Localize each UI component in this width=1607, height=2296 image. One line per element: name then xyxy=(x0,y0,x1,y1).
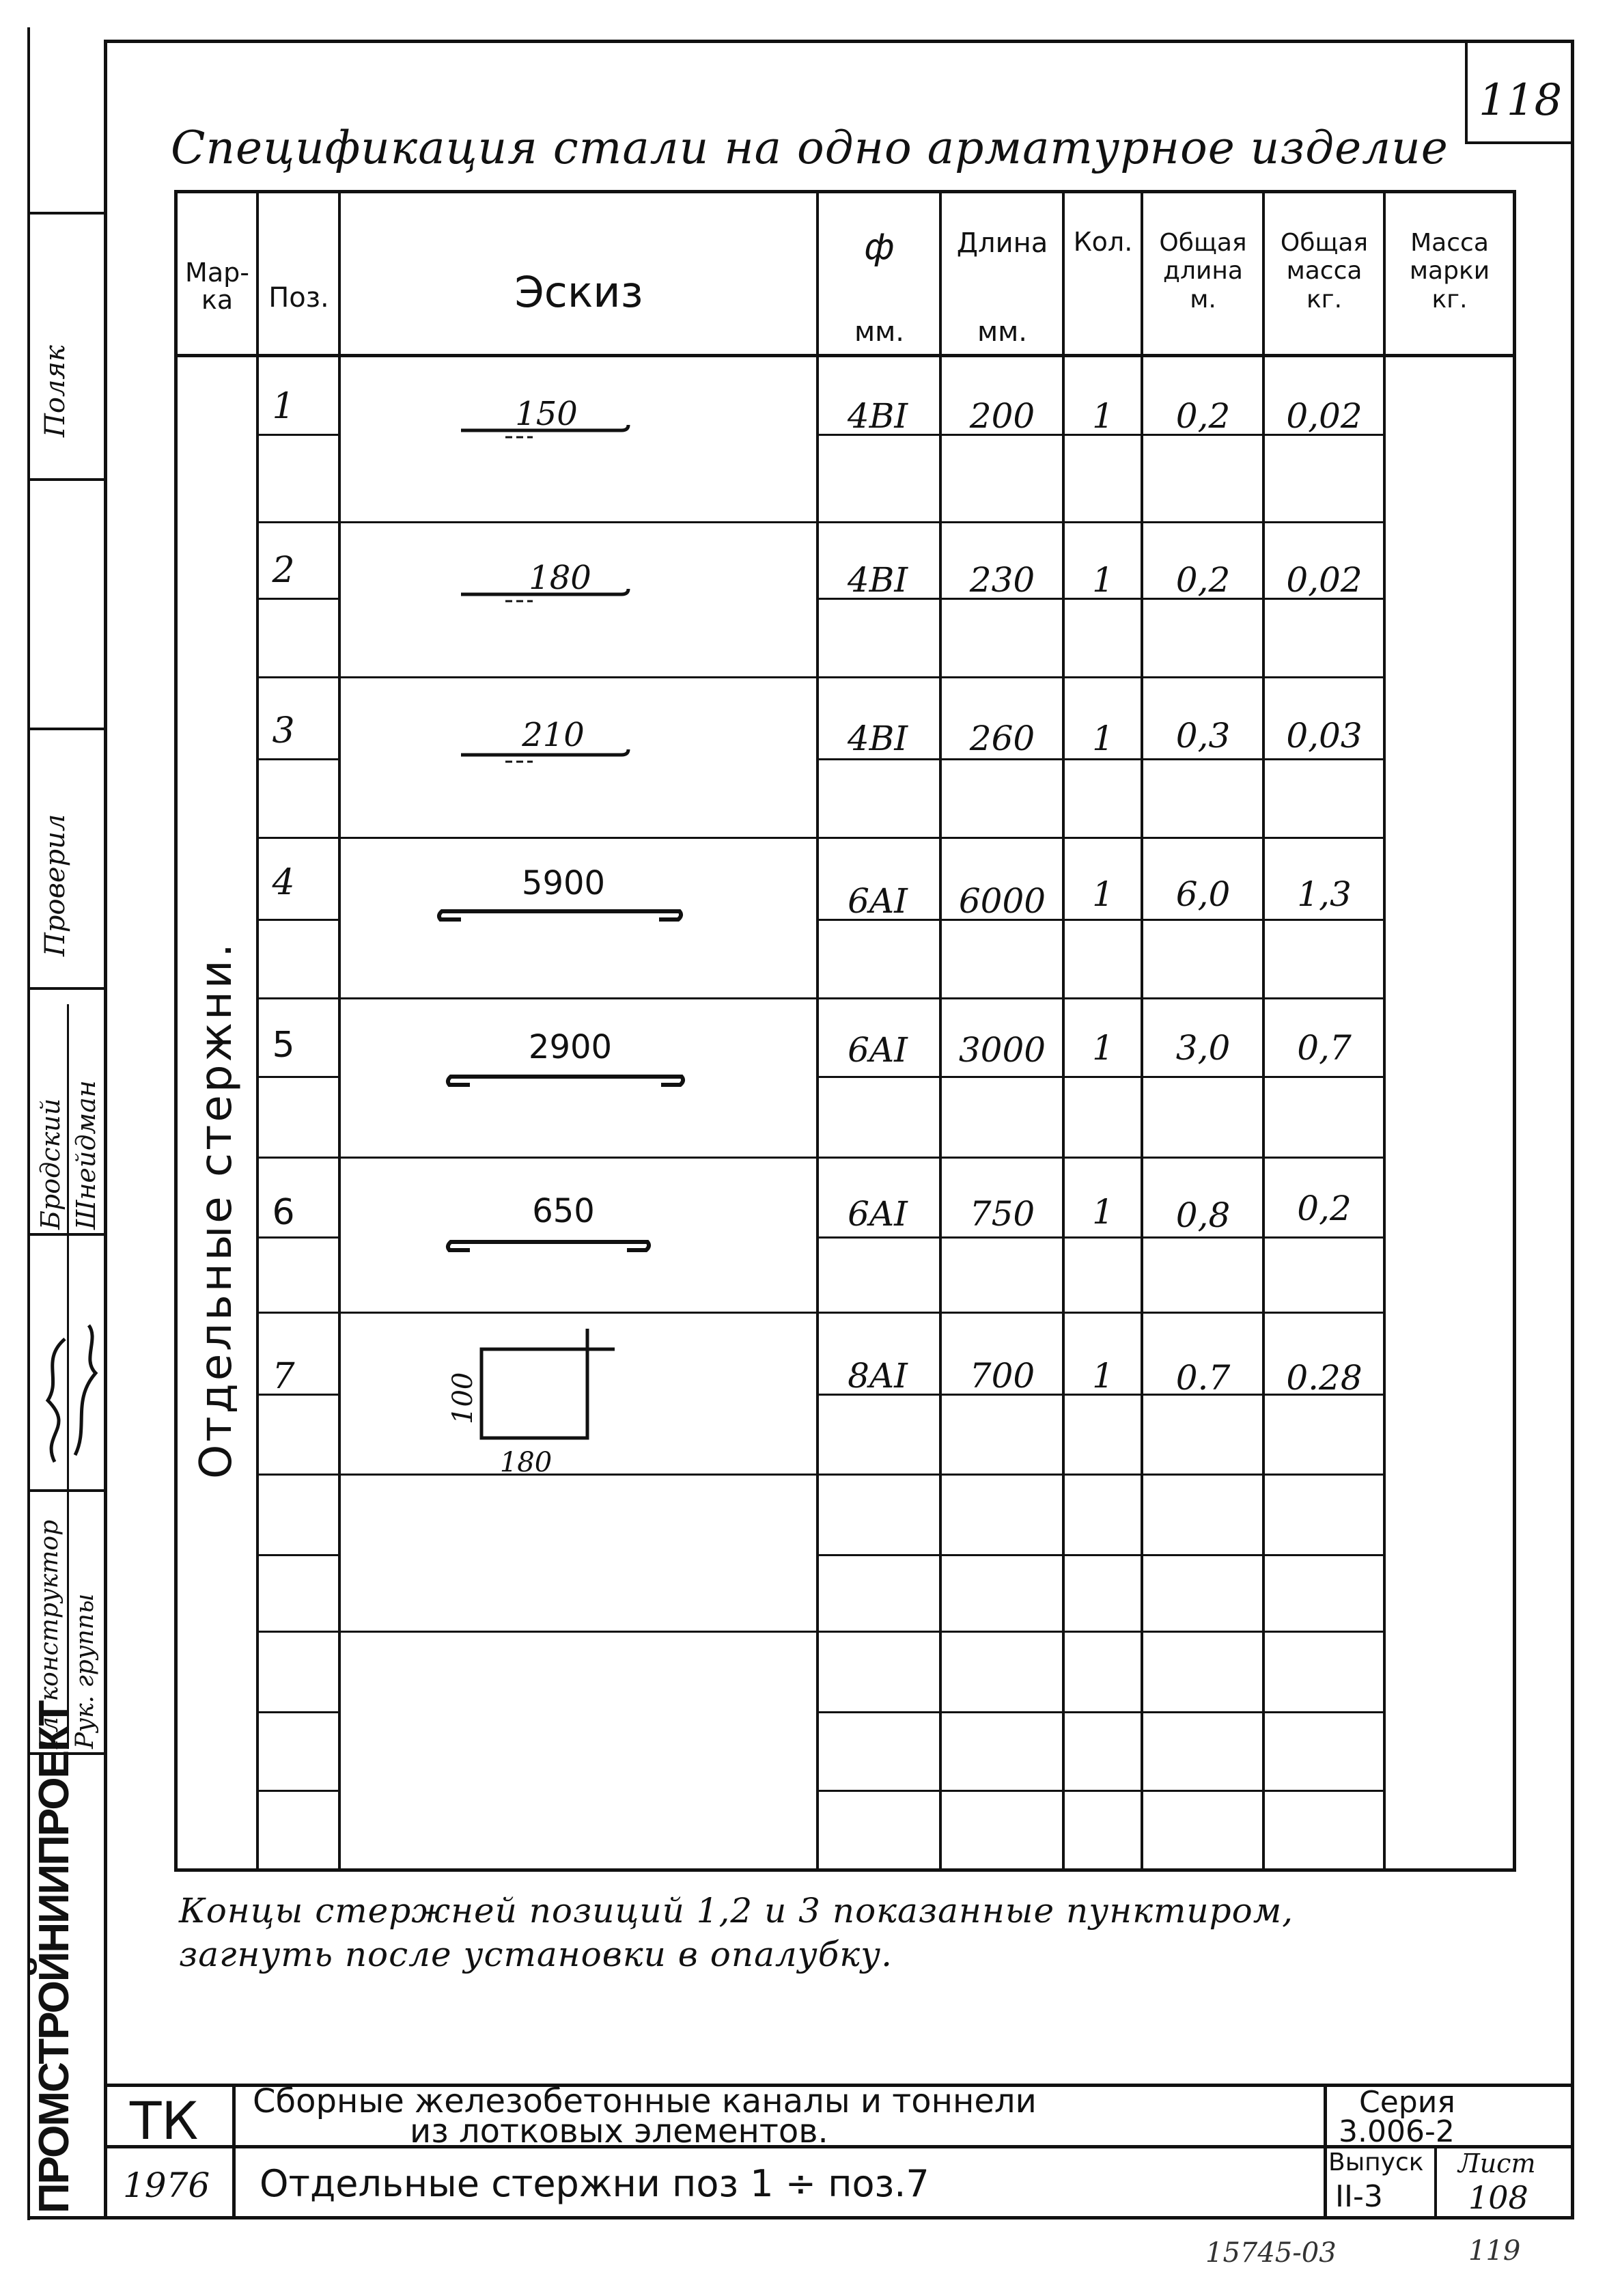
header-obsh-massa: Общая масса кг. xyxy=(1280,229,1369,314)
vypusk-label: Выпуск xyxy=(1328,2148,1424,2176)
row-minor-6b xyxy=(816,1236,1384,1239)
row-4-kol: 1 xyxy=(1092,874,1114,914)
header-dlina: Длина xyxy=(956,227,1048,259)
row-sep-4 xyxy=(256,997,1384,999)
row-1-sketch-dim: 150 xyxy=(515,395,578,433)
row-3-poz: 3 xyxy=(272,710,295,751)
row-7-obsh-massa: 0.28 xyxy=(1286,1358,1363,1398)
header-obsh-dlina: Общая длина м. xyxy=(1159,229,1247,314)
row-1-kol: 1 xyxy=(1092,396,1114,436)
side-name-shneidman: Шнейдман xyxy=(71,1080,101,1230)
row-2-obsh-dlina: 0,2 xyxy=(1175,560,1231,600)
row-2-kol: 1 xyxy=(1092,560,1114,600)
header-poz: Поз. xyxy=(268,282,329,314)
header-kol: Кол. xyxy=(1073,227,1133,257)
rod-sketch-6 xyxy=(443,1231,695,1258)
frame-bottom xyxy=(27,2216,1574,2219)
seria-label: Серия xyxy=(1359,2085,1455,2120)
row-6-phi: 6AI xyxy=(848,1194,908,1234)
stirrup-sketch-7 xyxy=(475,1329,611,1452)
frame-right xyxy=(1571,40,1574,2219)
note-line-2: загнуть после установки в опалубку. xyxy=(179,1935,893,1974)
row-minor-6a xyxy=(256,1236,339,1239)
page-number-box-bottom xyxy=(1465,141,1574,144)
rod-sketch-5 xyxy=(443,1066,695,1093)
stamp-title-line-2: из лотковых элементов. xyxy=(410,2112,828,2150)
row-3-phi: 4BI xyxy=(847,719,908,758)
row-1-phi: 4BI xyxy=(847,396,908,436)
title-block-col-1 xyxy=(232,2084,236,2217)
row-6-dlina: 750 xyxy=(969,1194,1035,1234)
side-org-name: ПРОМСТРОЙНИИПРОЕКТ xyxy=(31,1701,78,2213)
col-line-obsh-dlina xyxy=(1141,190,1143,1872)
table-border-bottom xyxy=(174,1868,1516,1872)
row-minor-2a xyxy=(256,598,339,600)
row-6-kol: 1 xyxy=(1092,1192,1114,1232)
row-4-poz: 4 xyxy=(272,862,295,903)
vypusk-value: II-3 xyxy=(1335,2179,1383,2214)
row-5-obsh-massa: 0,7 xyxy=(1297,1028,1352,1068)
rod-sketch-4 xyxy=(434,900,686,928)
col-line-obsh-massa xyxy=(1262,190,1265,1872)
footer-code: 15745-03 xyxy=(1205,2237,1337,2269)
header-separator xyxy=(174,354,1516,357)
row-minor-5b xyxy=(816,1076,1384,1078)
stamp-subtitle: Отдельные стержни поз 1 ÷ поз.7 xyxy=(260,2162,930,2205)
row-2-dlina: 230 xyxy=(969,560,1035,600)
row-7-kol: 1 xyxy=(1092,1356,1114,1396)
row-5-phi: 6AI xyxy=(848,1030,908,1070)
header-phi-unit: мм. xyxy=(854,316,905,348)
stamp-title-line-1: Сборные железобетонные каналы и тоннели xyxy=(253,2082,1037,2120)
frame-inner-left xyxy=(104,40,107,2219)
row-sep-1 xyxy=(256,521,1384,523)
row-2-obsh-massa: 0,02 xyxy=(1286,560,1363,600)
row-1-poz: 1 xyxy=(272,386,295,427)
seria-value: 3.006-2 xyxy=(1339,2114,1455,2149)
row-4-dlina: 6000 xyxy=(958,881,1046,921)
year: 1976 xyxy=(123,2166,210,2205)
row-3-kol: 1 xyxy=(1092,719,1114,758)
row-3-obsh-dlina: 0,3 xyxy=(1175,716,1231,756)
header-eskiz: Эскиз xyxy=(514,267,643,317)
row-3-obsh-massa: 0,03 xyxy=(1286,716,1363,756)
row-3-dlina: 260 xyxy=(969,719,1035,758)
row-minor-1a xyxy=(256,434,339,436)
row-minor-3a xyxy=(256,758,339,760)
page-number: 118 xyxy=(1479,75,1563,126)
row-sep-8 xyxy=(256,1631,1384,1633)
row-6-poz: 6 xyxy=(272,1192,295,1233)
row-6-obsh-massa: 0,2 xyxy=(1297,1189,1352,1228)
row-5-dlina: 3000 xyxy=(958,1030,1046,1070)
row-4-sketch-dim: 5900 xyxy=(521,864,606,902)
page-title: Спецификация стали на одно арматурное изделие xyxy=(171,122,1449,174)
row-2-sketch-dim: 180 xyxy=(529,559,591,597)
row-minor-8a xyxy=(256,1554,339,1556)
row-sep-5 xyxy=(256,1157,1384,1159)
list-label: Лист xyxy=(1458,2148,1536,2179)
row-sep-2 xyxy=(256,676,1384,678)
table-border-left xyxy=(174,190,178,1872)
row-sep-3 xyxy=(256,837,1384,839)
signature-icon xyxy=(34,1318,102,1469)
side-label-proveril: Проверил xyxy=(40,814,71,956)
header-phi: ф xyxy=(864,227,895,268)
side-stamp-divider-3 xyxy=(27,728,106,730)
note-line-1: Концы стержней позиций 1,2 и 3 показанные пунктиром, xyxy=(179,1891,1294,1931)
row-minor-9b xyxy=(816,1711,1384,1713)
tk-label: ТК xyxy=(130,2090,199,2151)
col-line-poz xyxy=(256,190,259,1872)
row-minor-9a xyxy=(256,1711,339,1713)
row-7-sketch-width: 180 xyxy=(499,1447,553,1478)
frame-top xyxy=(104,40,1574,43)
side-label-polyak: Поляк xyxy=(40,345,71,437)
row-1-dlina: 200 xyxy=(969,396,1035,436)
row-sep-6 xyxy=(256,1312,1384,1314)
page-number-box-left xyxy=(1465,41,1468,143)
side-stamp-divider-2 xyxy=(27,478,106,481)
title-block-col-3 xyxy=(1434,2145,1437,2217)
row-minor-3b xyxy=(816,758,1384,760)
side-stamp-divider-4 xyxy=(27,987,106,990)
header-massa-marki: Масса марки кг. xyxy=(1409,229,1490,314)
row-7-sketch-height: 100 xyxy=(447,1372,479,1424)
side-name-brodsky: Бродский xyxy=(36,1098,66,1230)
row-minor-4a xyxy=(256,919,339,921)
row-5-poz: 5 xyxy=(272,1025,295,1066)
row-7-poz: 7 xyxy=(272,1356,295,1397)
header-marka: Мар- ка xyxy=(185,258,249,315)
table-border-right xyxy=(1513,190,1516,1872)
row-minor-5a xyxy=(256,1076,339,1078)
row-5-sketch-dim: 2900 xyxy=(528,1028,613,1066)
list-value: 108 xyxy=(1468,2179,1528,2216)
table-border-top xyxy=(174,190,1516,193)
col-line-phi xyxy=(816,190,819,1872)
row-1-obsh-dlina: 0,2 xyxy=(1175,396,1231,436)
row-3-sketch-dim: 210 xyxy=(522,716,585,754)
col-line-massa-marki xyxy=(1383,190,1386,1872)
row-2-poz: 2 xyxy=(272,550,295,591)
row-4-obsh-dlina: 6,0 xyxy=(1175,874,1231,914)
row-2-phi: 4BI xyxy=(847,560,908,600)
row-7-dlina: 700 xyxy=(969,1356,1035,1396)
row-minor-10a xyxy=(256,1790,339,1792)
row-7-obsh-dlina: 0.7 xyxy=(1175,1358,1231,1398)
row-minor-10b xyxy=(816,1790,1384,1792)
title-block-col-2 xyxy=(1324,2084,1327,2217)
row-4-obsh-massa: 1,3 xyxy=(1297,874,1352,914)
row-7-phi: 8AI xyxy=(848,1356,908,1396)
row-sep-7 xyxy=(256,1474,1384,1476)
row-1-obsh-massa: 0,02 xyxy=(1286,396,1363,436)
row-minor-8b xyxy=(816,1554,1384,1556)
col-line-kol xyxy=(1062,190,1065,1872)
side-role-group-lead: Рук. группы xyxy=(71,1593,99,1749)
footer-page: 119 xyxy=(1468,2235,1521,2267)
col-line-dlina xyxy=(939,190,942,1872)
row-5-kol: 1 xyxy=(1092,1028,1114,1068)
col-line-eskiz xyxy=(338,190,341,1872)
row-6-obsh-dlina: 0,8 xyxy=(1175,1195,1231,1235)
header-dlina-unit: мм. xyxy=(977,316,1028,348)
row-4-phi: 6AI xyxy=(848,881,908,921)
side-stamp-divider-1 xyxy=(27,212,106,215)
marka-label: Отдельные стержни. xyxy=(191,941,242,1479)
row-6-sketch-dim: 650 xyxy=(532,1192,595,1230)
side-role-chief-designer: Гл. конструктор xyxy=(36,1519,64,1749)
row-5-obsh-dlina: 3,0 xyxy=(1175,1028,1231,1068)
